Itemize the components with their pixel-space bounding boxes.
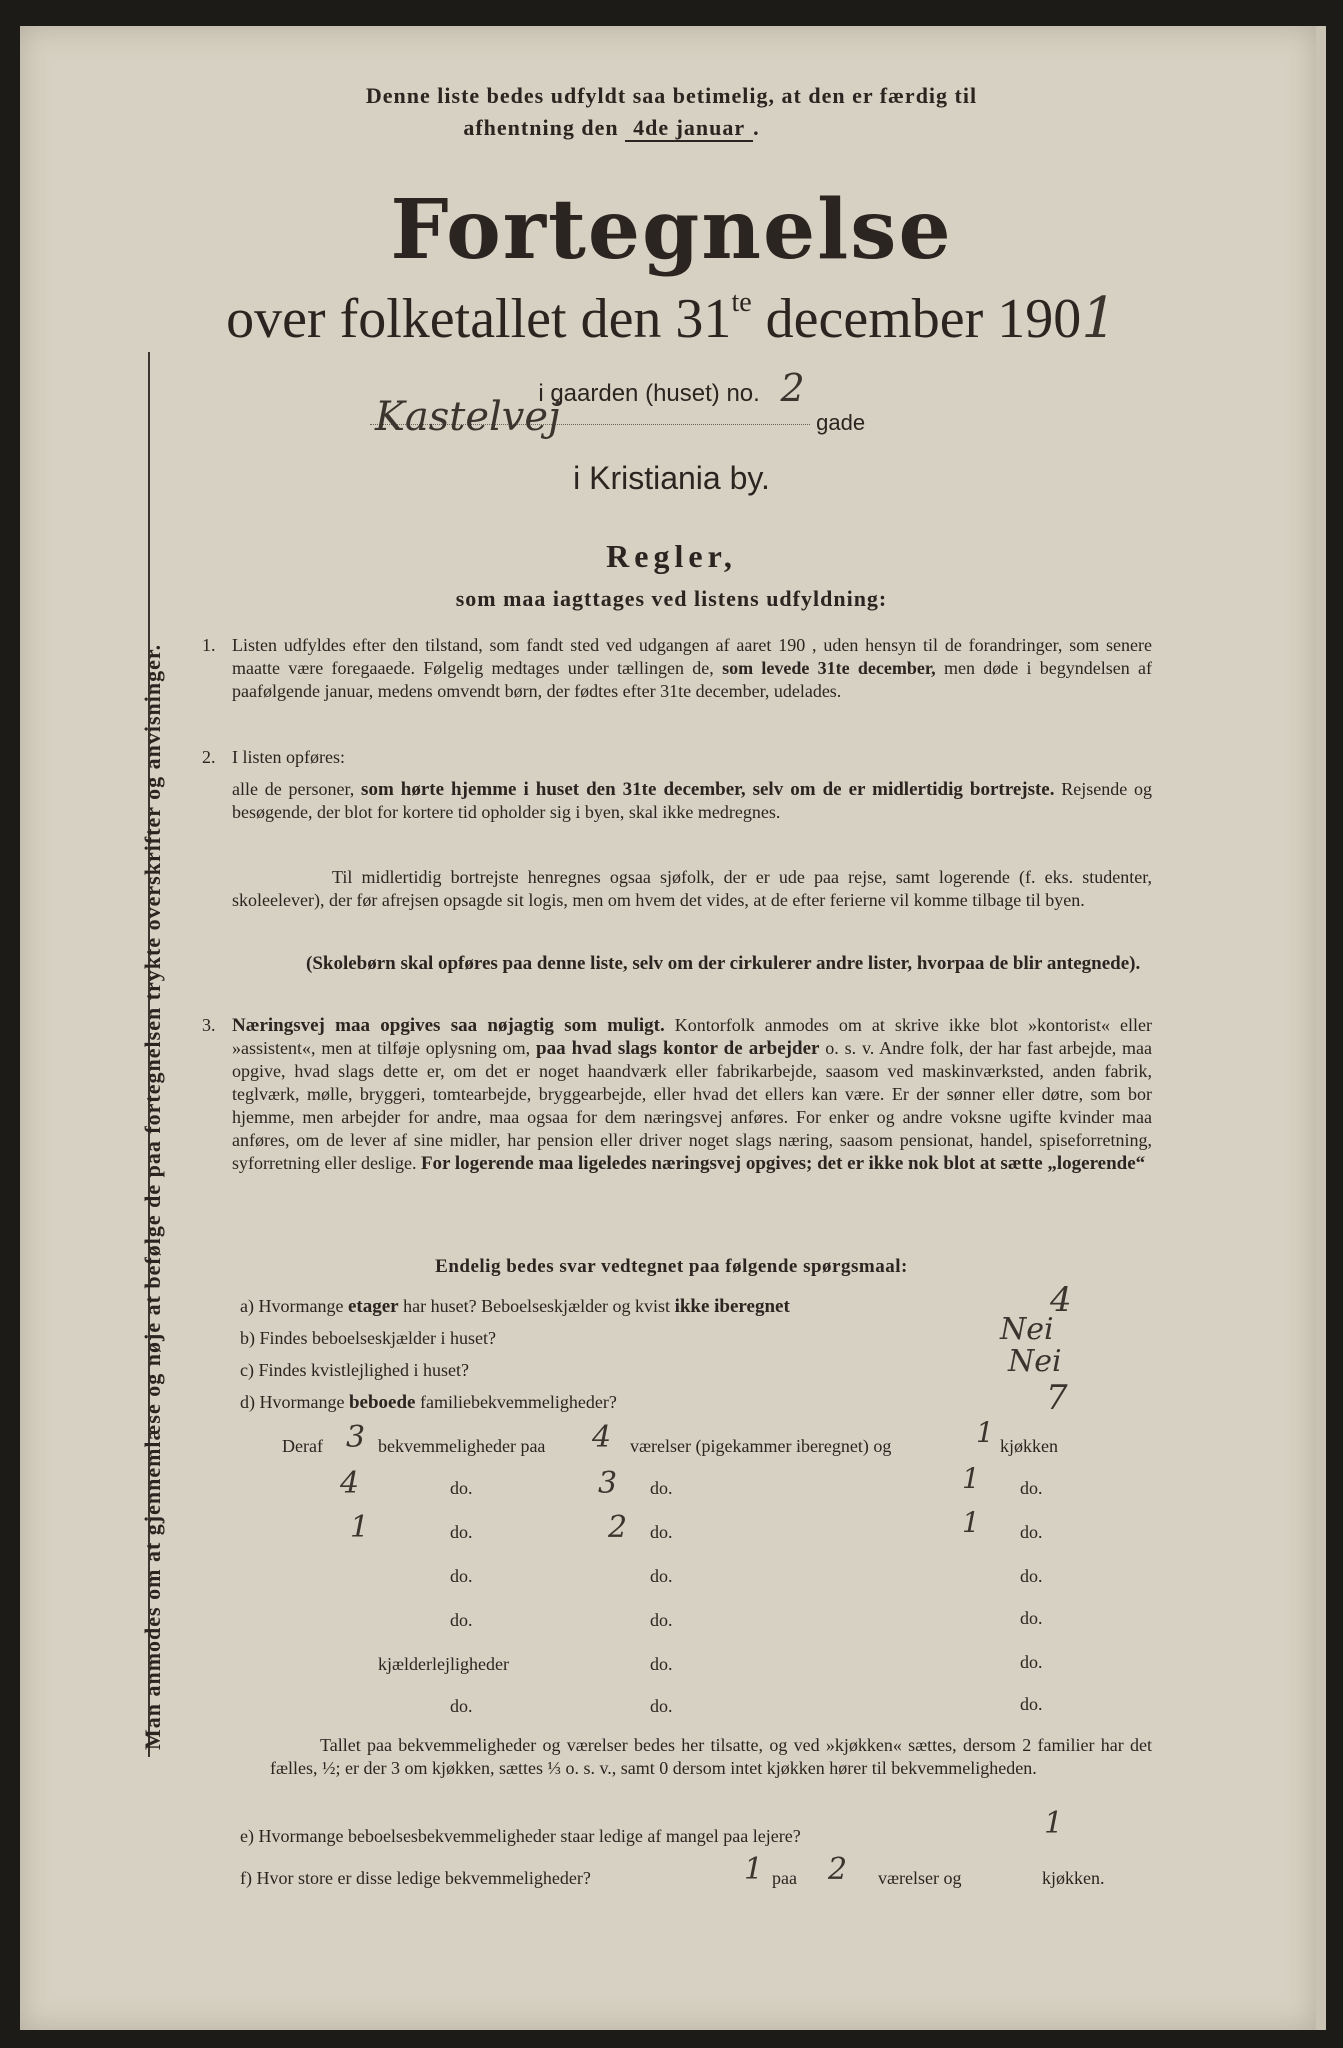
answer-b: Nei (1000, 1312, 1054, 1347)
question-f: f) Hvor store er disse ledige bekvemmeligheder? (240, 1868, 591, 1888)
row3-dwellings: 1 (350, 1510, 370, 1545)
rule-2-body: alle de personer, som hørte hjemme i huset den 31te december, selv om de er midlertidig bortrejste. Rejsende og besøgende, der blot for kortere tid opholder sig i byen, skal ikke medregnes. (232, 779, 1153, 822)
year-handwritten: 1 (1081, 286, 1117, 351)
rule-2-heading: 2. I listen opføres: (202, 747, 345, 767)
question-f-paa: paa (772, 1868, 797, 1888)
row1-dwellings: 3 (346, 1420, 366, 1455)
row6-basement-label: kjælderlejligheder (378, 1654, 509, 1674)
kitchen-note: Tallet paa bekvemmeligheder og værelser bedes her tilsatte, og ved »kjøkken« sættes, dersom 2 familier har det fælles, ½; er der 3 om kjøkken, sættes ⅓ o. s. v., samt 0 dersom intet kjøkken hører til bekvemmeligheden. (270, 1735, 1152, 1778)
row3-do-1: do. (450, 1522, 473, 1542)
street-line (370, 394, 890, 440)
row4-do-1: do. (450, 1566, 473, 1586)
row3-kitchen: 1 (962, 1506, 980, 1539)
row5-do-2: do. (650, 1610, 673, 1630)
row5-do-3: do. (1020, 1608, 1043, 1628)
answer-f-dwellings: 1 (744, 1852, 764, 1887)
question-f-kitchen-label: kjøkken. (1042, 1868, 1105, 1888)
answer-a: 4 (1050, 1280, 1072, 1320)
form-subtitle: over folketallet den $31^{te}$ december 1901 (226, 286, 1117, 351)
table-header-kitchen: kjøkken (1000, 1436, 1058, 1456)
rules-subheading: som maa iagttages ved listens udfyldning: (455, 586, 888, 611)
row2-rooms: 3 (598, 1466, 618, 1501)
question-b: b) Findes beboelseskjælder i huset? (240, 1328, 496, 1348)
notice (0, 80, 1343, 144)
form-title: Fortegnelse (390, 182, 953, 278)
pickup-date: 4de januar (625, 115, 753, 142)
answer-c: Nei (1008, 1344, 1062, 1379)
street-name-handwritten: Kastelvej (375, 394, 561, 440)
notice-line-1: Denne liste bedes udfyldt saa betimelig, at den er færdig til (365, 83, 978, 108)
row7-do-1: do. (450, 1696, 473, 1716)
answer-e: 1 (1044, 1806, 1064, 1841)
city: i Kristiania by. (573, 460, 770, 496)
sidebar-instruction: Man anmodes om at gjennemlæse og nøje at befølge de paa fortegnelsen trykte overskrifter og anvisninger. (140, 643, 165, 1750)
table-header-dwellings: bekvemmeligheder paa (378, 1436, 546, 1456)
question-f-rooms-label: værelser og (878, 1868, 962, 1888)
question-d: d) Hvormange beboede familiebekvemmeligheder? (240, 1392, 617, 1413)
question-e: e) Hvormange beboelsesbekvemmeligheder staar ledige af mangel paa lejere? (240, 1826, 801, 1846)
row3-do-3: do. (1020, 1522, 1043, 1542)
row4-do-2: do. (650, 1566, 673, 1586)
answer-f-rooms: 2 (828, 1852, 848, 1887)
row2-do-1: do. (450, 1478, 473, 1498)
rule-1: 1. Listen udfyldes efter den tilstand, som fandt sted ved udgangen af aaret 190 , uden hensyn til de forandringer, som senere maatte være foregaaede. Følgelig medtages under tællingen de, som levede 31te december, men døde i begyndelsen af paafølgende januar, medens omvendt børn, der fødtes efter 31te december, udelades. (202, 635, 1153, 701)
rules-heading: Regler, (606, 538, 737, 574)
house-number-line: i gaarden (huset) no. 2 (538, 366, 805, 410)
street-suffix: gade (816, 410, 866, 435)
row2-do-2: do. (650, 1478, 673, 1498)
table-header-rooms: værelser (pigekammer iberegnet) og (630, 1436, 892, 1456)
question-c: c) Findes kvistlejlighed i huset? (240, 1360, 469, 1380)
row3-rooms: 2 (608, 1510, 628, 1545)
rule-2-schoolchildren: (Skolebørn skal opføres paa denne liste, selv om der cirkulerer andre lister, hvorpaa de blir antegnede). (306, 953, 1141, 974)
row6-do-3: do. (1020, 1652, 1043, 1672)
row3-do-2: do. (650, 1522, 673, 1542)
row7-do-2: do. (650, 1696, 673, 1716)
house-number: 2 (780, 366, 805, 410)
row7-do-3: do. (1020, 1694, 1043, 1714)
answer-d: 7 (1046, 1378, 1068, 1418)
row2-kitchen: 1 (962, 1462, 980, 1495)
row1-rooms: 4 (592, 1420, 612, 1455)
row2-dwellings: 4 (340, 1466, 360, 1501)
row4-do-3: do. (1020, 1566, 1043, 1586)
row1-kitchen: 1 (976, 1416, 994, 1449)
rule-3: 3. Næringsvej maa opgives saa nøjagtig som muligt. Kontorfolk anmodes om at skrive ikke blot »kontorist« eller »assistent«, men at tilføje oplysning om, paa hvad slags kontor de arbejder o. s. v. Andre folk, der har fast arbejde, maa opgive, hvad slags dette er, om det er noget haandværk eller fabrikarbejde, saasom ved maskinværksted, anden fabrik, teglværk, mølle, bryggeri, tomtearbejde, bryggearbejde, eller hvad det ellers kan være. Er der sønner eller døtre, som bor hjemme, men arbejder for andre, maa ogsaa for dem næringsvej anføres. For enker og andre voksne ugifte kvinder maa anføres, om de lever af sine midler, har pension eller driver noget slags næring, saasom pensionat, handel, spiseforretning, syforretning eller deslige. For logerende maa ligeledes næringsvej opgives; det er ikke nok blot at sætte „logerende“ (202, 1015, 1153, 1174)
question-a: a) Hvormange etager har huset? Beboelseskjælder og kvist ikke iberegnet (240, 1296, 790, 1317)
questions-intro: Endelig bedes svar vedtegnet paa følgende spørgsmaal: (435, 1256, 908, 1277)
rule-2-temporary: Til midlertidig bortrejste henregnes ogsaa sjøfolk, der er ude paa rejse, samt logerende (f. eks. studenter, skoleelever), der før afrejsen opsagde sit logis, men om hvem det vides, at de efter ferierne vil komme tilbage til byen. (232, 867, 1152, 910)
row6-do-2: do. (650, 1654, 673, 1674)
row2-do-3: do. (1020, 1478, 1043, 1498)
notice-line-2: afhentning den 4de januar . (463, 115, 760, 140)
table-deraf-label: Deraf (282, 1436, 323, 1456)
row5-do-1: do. (450, 1610, 473, 1630)
